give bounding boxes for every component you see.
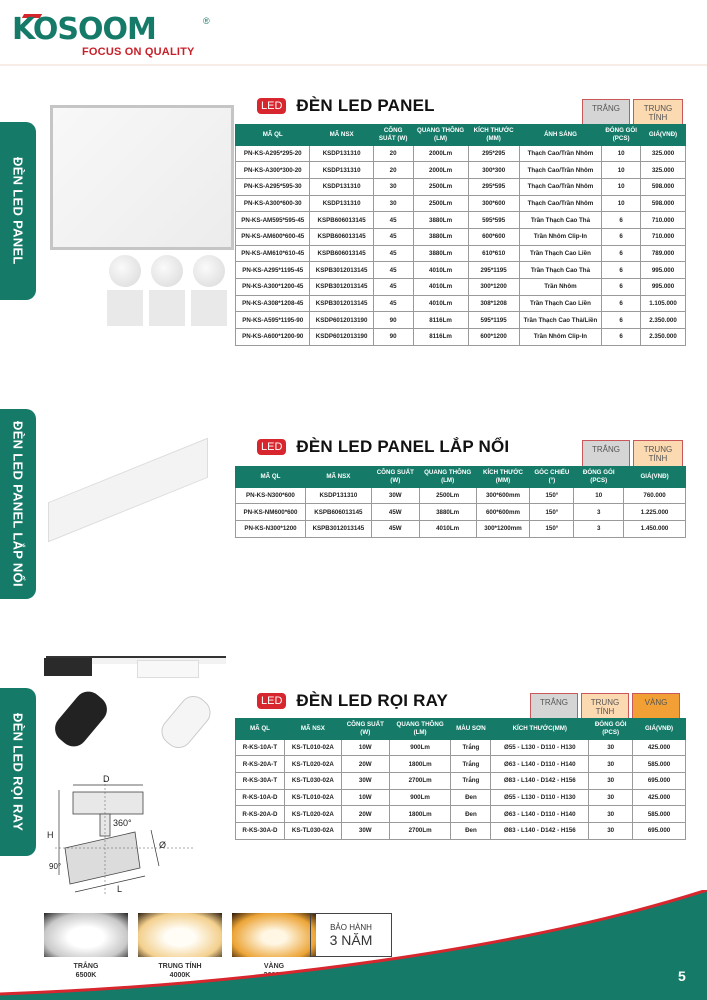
track-light-spec-table (235, 718, 686, 840)
table-cell: KSDP131310 (310, 145, 373, 162)
swatch-label: TRUNG TÍNH 4000K (158, 963, 202, 980)
brand-logo (12, 12, 212, 62)
table-cell: 710.000 (641, 228, 686, 245)
table-cell: 900Lm (389, 739, 451, 756)
side-tab-led-panel-surface (0, 409, 36, 599)
table-cell: 20 (373, 145, 413, 162)
table-cell: Trần Thạch Cao Thả (519, 212, 602, 229)
col-header: MÃ QL (236, 719, 285, 740)
table-cell: 1.225.000 (624, 504, 686, 521)
col-header: MÃ NSX (284, 719, 341, 740)
table-cell: 2500Lm (413, 195, 468, 212)
table-cell: 300*1200mm (476, 520, 530, 537)
table-cell: 4010Lm (413, 279, 468, 296)
chip-neutral: TRUNG TÍNH (633, 440, 683, 468)
table-cell: 325.000 (641, 162, 686, 179)
table-cell: 6 (602, 212, 641, 229)
registered-mark: ® (203, 16, 210, 26)
table-row (236, 739, 686, 756)
col-header: ĐÓNG GÓI (PCS) (602, 125, 641, 146)
table-row (236, 756, 686, 773)
swatch-label: TRẮNG 6500K (73, 963, 99, 980)
dimension-drawing-icon (55, 780, 205, 905)
table-cell: 10 (602, 145, 641, 162)
table-cell: 598.000 (641, 195, 686, 212)
table-cell: 2000Lm (413, 162, 468, 179)
chip-white: TRẮNG (582, 99, 630, 127)
table-row (236, 212, 686, 229)
table-cell: Ø63 - L140 - D110 - H140 (491, 806, 589, 823)
col-header: MÀU SƠN (451, 719, 491, 740)
ceiling-type-image (149, 290, 185, 326)
table-cell: 600*600mm (476, 504, 530, 521)
brand-tagline: FOCUS ON QUALITY (82, 46, 195, 58)
table-cell: 6 (602, 329, 641, 346)
table-cell: 585.000 (633, 806, 686, 823)
table-cell: PN-KS-A300*600-30 (236, 195, 310, 212)
table-cell: Trắng (451, 756, 491, 773)
led-panel-spec-table (235, 124, 686, 346)
table-cell: KSPB606013145 (305, 504, 371, 521)
table-cell: 4010Lm (413, 262, 468, 279)
table-cell: PN-KS-AM600*600-45 (236, 228, 310, 245)
table-cell: 1.105.000 (641, 295, 686, 312)
table-row (236, 329, 686, 346)
table-cell: 45W (371, 520, 419, 537)
col-header: GIÁ(VNĐ) (641, 125, 686, 146)
col-header: KÍCH THƯỚC(MM) (491, 719, 589, 740)
black-spot-adapter (44, 658, 92, 676)
col-header: MÃ NSX (305, 467, 371, 488)
table-cell: 30 (373, 178, 413, 195)
table-cell: 2.350.000 (641, 312, 686, 329)
table-cell: 30 (589, 789, 633, 806)
black-spot-body (49, 686, 112, 752)
table-cell: 695.000 (633, 772, 686, 789)
table-cell: Ø63 - L140 - D110 - H140 (491, 756, 589, 773)
table-row (236, 178, 686, 195)
table-cell: KSDP131310 (310, 178, 373, 195)
col-header: ÁNH SÁNG (519, 125, 602, 146)
table-cell: 2500Lm (419, 487, 476, 504)
table-cell: 90 (373, 329, 413, 346)
table-cell: 300*300 (468, 162, 519, 179)
table-cell: 6 (602, 279, 641, 296)
table-cell: 295*595 (468, 178, 519, 195)
col-header: CÔNG SUẤT (W) (371, 467, 419, 488)
col-header: KÍCH THƯỚC (MM) (476, 467, 530, 488)
table-cell: 789.000 (641, 245, 686, 262)
table-cell: 2700Lm (389, 822, 451, 839)
table-cell: Ø83 - L140 - D142 - H156 (491, 772, 589, 789)
side-tab-track-light (0, 688, 36, 856)
col-header: CÔNG SUẤT (W) (341, 719, 389, 740)
chip-warm: VÀNG (632, 693, 680, 721)
chip-neutral: TRUNG TÍNH (633, 99, 683, 127)
table-row (236, 262, 686, 279)
dimension-l-label: L (117, 884, 123, 894)
page-number: 5 (678, 968, 686, 984)
table-cell: 150° (530, 520, 574, 537)
table-cell: KSPB3012013145 (310, 279, 373, 296)
col-header: QUANG THÔNG (LM) (419, 467, 476, 488)
table-cell: 300*600 (468, 195, 519, 212)
table-cell: R-KS-20A-T (236, 756, 285, 773)
table-cell: Trần Nhôm Clip-In (519, 329, 602, 346)
led-panel-surface-spec-table (235, 466, 686, 538)
table-cell: 600*1200 (468, 329, 519, 346)
table-cell: KSPB606013145 (310, 228, 373, 245)
table-cell: PN-KS-A595*1195-90 (236, 312, 310, 329)
footer-wave-decoration (0, 890, 707, 1000)
table-cell: PN-KS-NM600*600 (236, 504, 306, 521)
mounting-option (192, 255, 226, 326)
table-cell: Thạch Cao/Trần Nhôm (519, 178, 602, 195)
col-header: GÓC CHIẾU (°) (530, 467, 574, 488)
table-cell: 600*600 (468, 228, 519, 245)
table-cell: KSDP131310 (310, 162, 373, 179)
table-cell: Thạch Cao/Trần Nhôm (519, 162, 602, 179)
table-cell: KSPB606013145 (310, 245, 373, 262)
led-badge: LED (257, 693, 286, 709)
table-cell: Ø83 - L140 - D142 - H156 (491, 822, 589, 839)
table-cell: KS-TL030-02A (284, 822, 341, 839)
rotation-angle-label: 360° (113, 818, 132, 828)
table-cell: PN-KS-A308*1208-45 (236, 295, 310, 312)
section-title-led-panel-surface (257, 437, 509, 457)
dimension-h-label: H (47, 830, 54, 840)
table-cell: 30 (589, 772, 633, 789)
table-cell: KS-TL010-02A (284, 789, 341, 806)
table-row (236, 772, 686, 789)
table-cell: 45 (373, 212, 413, 229)
table-cell: 20W (341, 806, 389, 823)
table-cell: 610*610 (468, 245, 519, 262)
table-cell: 30 (589, 822, 633, 839)
chip-neutral: TRUNG TÍNH (581, 693, 629, 721)
table-cell: KS-TL020-02A (284, 806, 341, 823)
table-row (236, 295, 686, 312)
swatch-label: VÀNG (263, 963, 285, 970)
table-cell: PN-KS-N300*600 (236, 487, 306, 504)
table-cell: PN-KS-N300*1200 (236, 520, 306, 537)
table-cell: PN-KS-A300*300-20 (236, 162, 310, 179)
table-cell: PN-KS-AM595*595-45 (236, 212, 310, 229)
table-cell: 10 (574, 487, 624, 504)
table-cell: 425.000 (633, 789, 686, 806)
color-chips (582, 440, 683, 468)
col-header: ĐÓNG GÓI (PCS) (589, 719, 633, 740)
color-chips (582, 99, 683, 127)
surface-panel-product-image (48, 438, 208, 543)
table-cell: KS-TL030-02A (284, 772, 341, 789)
mounting-option (108, 255, 142, 326)
table-header-row (236, 467, 686, 488)
table-row (236, 195, 686, 212)
mounting-option (150, 255, 184, 326)
table-cell: 8116Lm (413, 312, 468, 329)
table-cell: 45 (373, 228, 413, 245)
table-cell: Đen (451, 789, 491, 806)
table-cell: 20W (341, 756, 389, 773)
dimension-d-label: D (103, 774, 110, 784)
table-cell: KSPB606013145 (310, 212, 373, 229)
table-cell: Đen (451, 822, 491, 839)
table-row (236, 162, 686, 179)
table-cell: Trắng (451, 739, 491, 756)
table-cell: 10 (602, 195, 641, 212)
table-cell: PN-KS-A600*1200-90 (236, 329, 310, 346)
table-cell: R-KS-20A-D (236, 806, 285, 823)
table-cell: 45 (373, 245, 413, 262)
col-header: ĐÓNG GÓI (PCS) (574, 467, 624, 488)
table-cell: 30W (341, 772, 389, 789)
table-cell: 45W (371, 504, 419, 521)
table-cell: Trần Thạch Cao Liền (519, 245, 602, 262)
table-cell: Trần Thạch Cao Liền (519, 295, 602, 312)
table-cell: 2700Lm (389, 772, 451, 789)
color-chips (530, 693, 680, 721)
col-header: CÔNG SUẤT (W) (373, 125, 413, 146)
table-cell: 30 (589, 806, 633, 823)
table-cell: 300*1200 (468, 279, 519, 296)
table-cell: 3880Lm (413, 212, 468, 229)
table-cell: 10W (341, 739, 389, 756)
table-row (236, 520, 686, 537)
table-cell: 295*295 (468, 145, 519, 162)
table-cell: Trần Thạch Cao Thả (519, 262, 602, 279)
mounting-options (108, 255, 226, 326)
warranty-label: BẢO HÀNH (330, 922, 372, 932)
table-header-row (236, 125, 686, 146)
side-tab-led-panel (0, 122, 36, 300)
ceiling-type-image (107, 290, 143, 326)
table-row (236, 504, 686, 521)
table-cell: 760.000 (624, 487, 686, 504)
chip-white: TRẮNG (582, 440, 630, 468)
table-cell: 300*600mm (476, 487, 530, 504)
table-cell: 595*595 (468, 212, 519, 229)
table-cell: R-KS-30A-D (236, 822, 285, 839)
side-tab-label: ĐÈN LED RỌI RAY (10, 712, 26, 832)
table-cell: 6 (602, 312, 641, 329)
table-cell: 3 (574, 504, 624, 521)
table-cell: 30 (589, 756, 633, 773)
led-badge: LED (257, 439, 286, 455)
table-row (236, 806, 686, 823)
table-row (236, 279, 686, 296)
col-header: MÃ QL (236, 467, 306, 488)
clip-detail-image (193, 255, 225, 287)
table-cell: R-KS-10A-T (236, 739, 285, 756)
table-cell: Ø55 - L130 - D110 - H130 (491, 739, 589, 756)
table-cell: 1800Lm (389, 806, 451, 823)
table-row (236, 312, 686, 329)
col-header: GIÁ(VNĐ) (624, 467, 686, 488)
tilt-angle-label: 90° (49, 862, 62, 871)
table-cell: 6 (602, 228, 641, 245)
table-cell: 3880Lm (413, 245, 468, 262)
table-cell: 308*1208 (468, 295, 519, 312)
table-cell: PN-KS-A295*595-30 (236, 178, 310, 195)
col-header: QUANG THÔNG (LM) (389, 719, 451, 740)
table-cell: 295*1195 (468, 262, 519, 279)
table-cell: 695.000 (633, 822, 686, 839)
track-light-product-image (42, 652, 230, 757)
table-cell: KSPB3012013145 (305, 520, 371, 537)
col-header: KÍCH THƯỚC (MM) (468, 125, 519, 146)
table-cell: 595*1195 (468, 312, 519, 329)
white-spot-body (156, 690, 217, 753)
side-tab-label: ĐÈN LED PANEL (10, 157, 26, 265)
table-cell: 6 (602, 262, 641, 279)
table-cell: KSDP131310 (310, 195, 373, 212)
table-cell: 3 (574, 520, 624, 537)
table-cell: 995.000 (641, 279, 686, 296)
table-row (236, 245, 686, 262)
table-cell: 30W (341, 822, 389, 839)
table-cell: KSDP6012013190 (310, 312, 373, 329)
table-cell: PN-KS-A300*1200-45 (236, 279, 310, 296)
table-cell: 45 (373, 279, 413, 296)
table-cell: 1800Lm (389, 756, 451, 773)
section-title-led-panel (257, 96, 435, 116)
chip-white: TRẮNG (530, 693, 578, 721)
table-cell: Ø55 - L130 - D110 - H130 (491, 789, 589, 806)
col-header: GIÁ(VNĐ) (633, 719, 686, 740)
table-cell: 30 (589, 739, 633, 756)
table-cell: PN-KS-AM610*610-45 (236, 245, 310, 262)
ceiling-type-image (191, 290, 227, 326)
table-cell: 30W (371, 487, 419, 504)
header-divider (0, 64, 707, 66)
table-cell: 900Lm (389, 789, 451, 806)
section-heading: ĐÈN LED PANEL (296, 96, 435, 115)
table-cell: KSPB3012013145 (310, 295, 373, 312)
table-cell: KS-TL020-02A (284, 756, 341, 773)
table-cell: 2.350.000 (641, 329, 686, 346)
table-cell: 6 (602, 245, 641, 262)
table-cell: 10W (341, 789, 389, 806)
col-header: MÃ QL (236, 125, 310, 146)
table-cell: 995.000 (641, 262, 686, 279)
table-cell: 710.000 (641, 212, 686, 229)
col-header: MÃ NSX (310, 125, 373, 146)
dimension-diameter-label: Ø (159, 840, 167, 850)
table-cell: Đen (451, 806, 491, 823)
section-heading: ĐÈN LED RỌI RAY (296, 691, 449, 710)
section-title-track-light (257, 691, 448, 711)
table-header-row (236, 719, 686, 740)
table-cell: PN-KS-A295*1195-45 (236, 262, 310, 279)
table-cell: Trần Nhôm (519, 279, 602, 296)
brand-name: KOSOOM (12, 12, 156, 47)
table-cell: Trần Thạch Cao Thả/Liền (519, 312, 602, 329)
table-row (236, 822, 686, 839)
table-cell: KSDP131310 (305, 487, 371, 504)
table-cell: R-KS-10A-D (236, 789, 285, 806)
table-cell: 4010Lm (413, 295, 468, 312)
table-cell: KSDP6012013190 (310, 329, 373, 346)
table-cell: 2000Lm (413, 145, 468, 162)
table-cell: 1.450.000 (624, 520, 686, 537)
table-cell: KSPB3012013145 (310, 262, 373, 279)
table-cell: 598.000 (641, 178, 686, 195)
table-cell: Thạch Cao/Trần Nhôm (519, 145, 602, 162)
white-spot-adapter (137, 660, 199, 678)
table-cell: Thạch Cao/Trần Nhôm (519, 195, 602, 212)
table-cell: Trắng (451, 772, 491, 789)
table-cell: R-KS-30A-T (236, 772, 285, 789)
clip-detail-image (109, 255, 141, 287)
table-row (236, 228, 686, 245)
table-cell: 90 (373, 312, 413, 329)
table-cell: 10 (602, 162, 641, 179)
clip-detail-image (151, 255, 183, 287)
table-cell: 325.000 (641, 145, 686, 162)
col-header: QUANG THÔNG (LM) (413, 125, 468, 146)
table-cell: 6 (602, 295, 641, 312)
table-cell: Trần Nhôm Clip-In (519, 228, 602, 245)
table-cell: 3880Lm (419, 504, 476, 521)
table-cell: 30 (373, 195, 413, 212)
table-cell: 20 (373, 162, 413, 179)
section-heading: ĐÈN LED PANEL LẮP NỔI (296, 437, 510, 456)
dimension-diagram (47, 774, 205, 905)
table-cell: 2500Lm (413, 178, 468, 195)
table-cell: 4010Lm (419, 520, 476, 537)
table-cell: KS-TL010-02A (284, 739, 341, 756)
table-cell: 10 (602, 178, 641, 195)
table-cell: PN-KS-A295*295-20 (236, 145, 310, 162)
table-cell: 425.000 (633, 739, 686, 756)
table-cell: 150° (530, 504, 574, 521)
table-cell: 585.000 (633, 756, 686, 773)
table-cell: 3880Lm (413, 228, 468, 245)
table-row (236, 145, 686, 162)
warranty-period: 3 NĂM (329, 931, 373, 948)
table-cell: 45 (373, 262, 413, 279)
table-cell: 150° (530, 487, 574, 504)
table-row (236, 487, 686, 504)
table-row (236, 789, 686, 806)
side-tab-label: ĐÈN LED PANEL LẮP NỔI (10, 421, 26, 587)
table-cell: 45 (373, 295, 413, 312)
led-panel-product-image (50, 105, 234, 250)
table-cell: 8116Lm (413, 329, 468, 346)
led-badge: LED (257, 98, 286, 114)
